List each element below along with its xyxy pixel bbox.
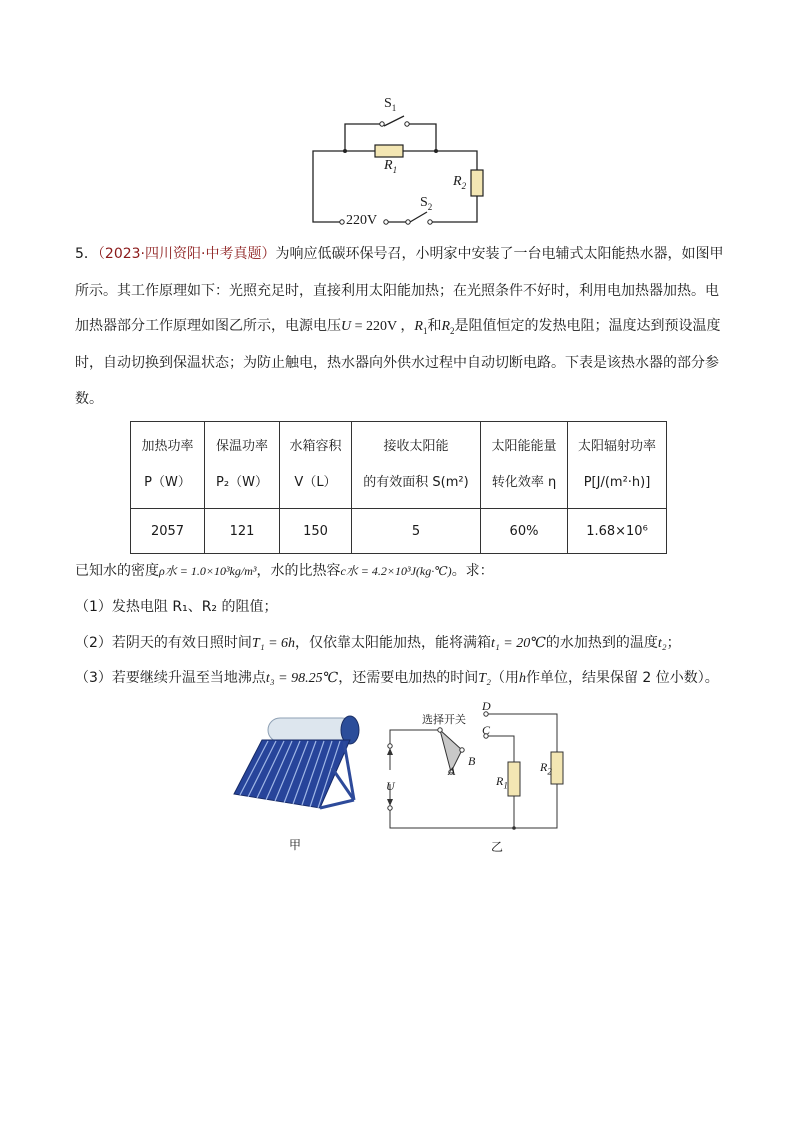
label-c: C bbox=[482, 723, 491, 737]
label-a: A bbox=[448, 764, 456, 778]
label-u: U bbox=[386, 779, 395, 793]
table-header-row bbox=[131, 422, 667, 509]
table-row bbox=[131, 509, 667, 554]
label-select-switch: 选择开关 bbox=[422, 713, 466, 726]
label-heater-r1: $R_1$ bbox=[496, 774, 508, 791]
question-1: （1）发热电阻 R₁、R₂ 的阻值； bbox=[75, 599, 278, 615]
header-heating-power: 加热功率 P（W） bbox=[131, 422, 205, 509]
label-voltage: 220V bbox=[346, 213, 378, 228]
problem-line-4: 时，自动切换到保温状态；为防止触电，热水器向外供水过程中自动切断电路。下表是该热水器的部分参 bbox=[75, 355, 719, 371]
value-tank-volume: 150 bbox=[280, 509, 352, 554]
problem-line-2: 所示。其工作原理如下：光照充足时，直接利用太阳能加热；在光照条件不好时，利用电加热器加热。电 bbox=[75, 283, 719, 299]
given-line: 已知水的密度ρ水 = 1.0×10³kg/m³，水的比热容c水 = 4.2×10³J(kg·℃)。求： bbox=[75, 563, 494, 579]
label-r2: $R_2$ bbox=[453, 174, 467, 191]
header-effective-area: 接收太阳能 的有效面积 S(m²) bbox=[352, 422, 481, 509]
heater-resistor-r1 bbox=[508, 762, 520, 796]
label-d: D bbox=[482, 699, 491, 713]
label-r1: $R_1$ bbox=[384, 158, 398, 175]
solar-water-heater-image bbox=[232, 712, 362, 830]
header-radiation-power: 太阳辐射功率 P[J/(m²·h)] bbox=[568, 422, 667, 509]
resistor-r1 bbox=[375, 145, 403, 157]
heater-resistor-r2 bbox=[551, 752, 563, 784]
header-tank-volume: 水箱容积 V（L） bbox=[280, 422, 352, 509]
resistor-r2 bbox=[471, 170, 483, 196]
question-2: （2）若阴天的有效日照时间T₁ = 6h，仅依靠太阳能加热，能将满箱t₁ = 20℃的水加热到的温度t₂； bbox=[75, 635, 681, 651]
header-keep-warm-power: 保温功率 P₂（W） bbox=[205, 422, 280, 509]
top-circuit-diagram bbox=[300, 90, 500, 230]
label-s2: $S_2$ bbox=[420, 195, 433, 212]
problem-number: 5． bbox=[75, 246, 98, 262]
figure-label-jia: 甲 bbox=[289, 838, 302, 852]
label-heater-r2: $R_2$ bbox=[540, 760, 552, 777]
problem-source: （2023·四川资阳·中考真题） bbox=[97, 246, 276, 262]
problem-line-5: 数。 bbox=[75, 391, 103, 407]
figure-label-yi: 乙 bbox=[491, 840, 504, 854]
value-heating-power: 2057 bbox=[131, 509, 205, 554]
value-conversion-efficiency: 60% bbox=[481, 509, 568, 554]
label-s1: $S_1$ bbox=[384, 96, 397, 113]
value-radiation-power: 1.68×10⁶ bbox=[568, 509, 667, 554]
parameter-table bbox=[130, 421, 667, 554]
question-3: （3）若要继续升温至当地沸点t₃ = 98.25℃，还需要电加热的时间T₂（用h作单位，结果保留 2 位小数）。 bbox=[75, 670, 719, 686]
header-conversion-efficiency: 太阳能能量 转化效率 η bbox=[481, 422, 568, 509]
problem-line-1: 5．（2023·四川资阳·中考真题）为响应低碳环保号召，小明家中安装了一台电辅式太阳能热水器，如图甲 bbox=[75, 246, 724, 262]
value-keep-warm-power: 121 bbox=[205, 509, 280, 554]
problem-line-3: 加热器部分工作原理如图乙所示，电源电压U = 220V ，$R_1$和$R_2$是阻值恒定的发热电阻；温度达到预设温度 bbox=[75, 318, 721, 336]
value-effective-area: 5 bbox=[352, 509, 481, 554]
label-b: B bbox=[468, 754, 476, 768]
